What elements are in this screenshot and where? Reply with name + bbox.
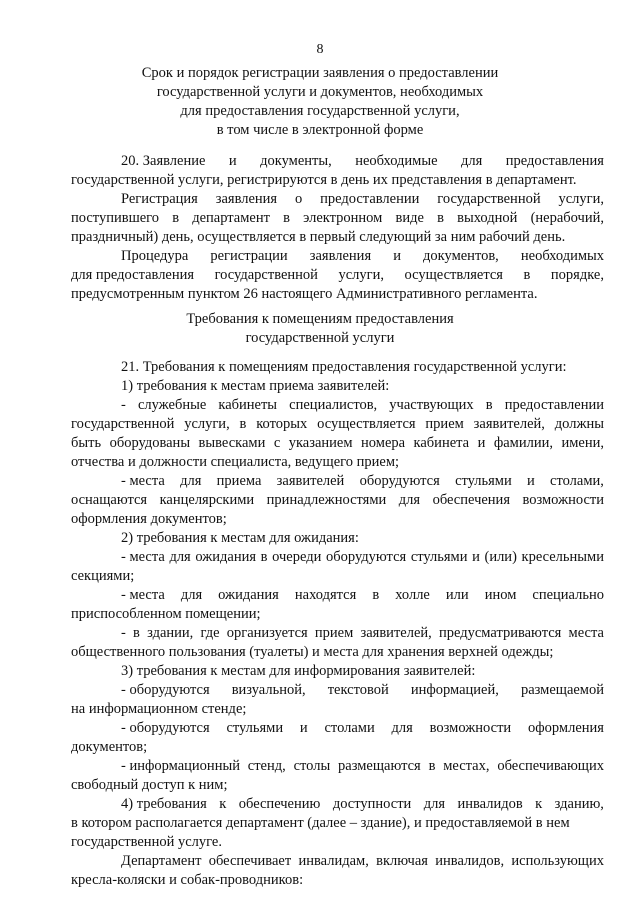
word: имени, <box>561 435 604 451</box>
word: обеспечению <box>238 796 321 812</box>
word: с <box>273 435 281 451</box>
text-line <box>121 396 604 415</box>
word: - места <box>121 587 165 603</box>
word: и <box>299 720 308 736</box>
word: размещаемой <box>520 682 604 698</box>
word: оборудуются <box>326 549 407 565</box>
text-line <box>121 247 604 266</box>
text-line: 3) требования к местам для информирования заявителей: <box>121 663 476 679</box>
word: (нерабочий, <box>530 210 604 226</box>
text-line: на информационном стенде; <box>71 701 247 717</box>
text-line: секциями; <box>71 568 135 584</box>
word: государственной <box>214 267 318 283</box>
word: заявителей <box>276 473 345 489</box>
word: Регистрация <box>121 191 198 207</box>
word: электронном <box>303 210 383 226</box>
word: и <box>472 549 480 565</box>
word: в <box>172 210 180 226</box>
text-line <box>121 719 604 738</box>
word: документы, <box>260 153 332 169</box>
word: холле <box>395 587 430 603</box>
word: в <box>437 210 444 226</box>
text-line: кресла-коляски и собак-проводников: <box>71 872 304 888</box>
word: вывесками <box>198 435 266 451</box>
word: организуется <box>226 625 308 641</box>
word: Процедура <box>121 248 189 264</box>
word: специально <box>532 587 604 603</box>
text-line <box>71 491 604 510</box>
heading-line: государственной услуги и документов, необходимых <box>156 84 484 100</box>
text-line <box>121 624 604 643</box>
word: в <box>485 397 493 413</box>
word: в <box>239 416 247 432</box>
word: визуальной, <box>231 682 306 698</box>
word: предоставления <box>505 153 604 169</box>
word: для <box>398 492 421 508</box>
word: для предоставления <box>71 267 195 283</box>
word: обеспечения <box>432 492 510 508</box>
text-line <box>71 266 604 285</box>
word: для <box>461 153 483 169</box>
text-line: 21. Требования к помещениям предоставления государственной услуги: <box>121 359 567 375</box>
word: и <box>527 473 535 489</box>
text-line: предусмотренным пунктом 26 настоящего Административного регламента. <box>71 286 538 302</box>
word: регистрации <box>210 248 288 264</box>
word: - оборудуются <box>121 720 210 736</box>
word: заявления <box>309 248 372 264</box>
text-line: общественного пользования (туалеты) и места для хранения верхней одежды; <box>71 644 554 660</box>
word: стульями <box>410 549 468 565</box>
word: о <box>294 191 303 207</box>
text-line: отчества и должности специалиста, ведущего прием; <box>71 454 400 470</box>
word: оборудуются <box>359 473 440 489</box>
word: прием <box>425 416 464 432</box>
text-line: государственной услуге. <box>71 834 222 850</box>
word: обеспечивает <box>208 853 292 869</box>
word: находятся <box>294 587 357 603</box>
word: к <box>535 796 543 812</box>
word: канцелярскими <box>159 492 255 508</box>
word: которых <box>256 416 308 432</box>
text-line <box>121 795 604 814</box>
word: ожидания <box>195 549 257 565</box>
heading-line: для предоставления государственной услуги, <box>180 103 460 119</box>
word: для <box>180 587 203 603</box>
word: услуги, <box>184 416 230 432</box>
word: оборудованы <box>109 435 191 451</box>
word: и <box>477 435 486 451</box>
word: зданию, <box>554 796 604 812</box>
text-line <box>121 190 604 209</box>
word: услуги, <box>338 267 384 283</box>
word: предоставлении <box>320 191 420 207</box>
word: предоставлении <box>504 397 604 413</box>
word: государственной <box>71 416 175 432</box>
text-line: приспособленном помещении; <box>71 606 261 622</box>
section-heading-registration <box>0 64 640 140</box>
word: осуществляется <box>404 267 503 283</box>
text-line <box>71 209 604 228</box>
word: столами, <box>550 473 604 489</box>
word: поступившего <box>71 210 160 226</box>
word: государственной <box>437 191 541 207</box>
word: - места <box>121 473 165 489</box>
word: - <box>121 397 126 413</box>
text-line <box>71 434 604 453</box>
word: департамент <box>192 210 270 226</box>
word: 20. Заявление <box>121 153 206 169</box>
word: в <box>283 210 290 226</box>
word: и <box>228 153 237 169</box>
word: обеспечивающих <box>497 758 604 774</box>
text-line <box>121 852 604 871</box>
word: заявителей, <box>473 416 545 432</box>
word: - информационный <box>121 758 240 774</box>
text-line <box>121 681 604 700</box>
text-line: государственной услуги, регистрируются в день их представления в департамент. <box>71 172 577 188</box>
word: для <box>169 549 191 565</box>
text-line <box>121 472 604 491</box>
word: инвалидам, <box>298 853 369 869</box>
word: возможности <box>522 492 604 508</box>
word: осуществляется <box>317 416 416 432</box>
word: или <box>445 587 469 603</box>
word: необходимые <box>355 153 438 169</box>
word: номера <box>361 435 406 451</box>
word: служебные <box>137 397 207 413</box>
word: участвующих <box>389 397 474 413</box>
word: местах, <box>443 758 490 774</box>
word: предусматриваются <box>438 625 562 641</box>
text-line <box>121 586 604 605</box>
word: указанием <box>288 435 353 451</box>
word: - <box>121 625 126 641</box>
word: размещаются <box>338 758 421 774</box>
text-line <box>71 415 604 434</box>
word: Департамент <box>121 853 202 869</box>
word: - места <box>121 549 165 565</box>
word: должны <box>554 416 604 432</box>
word: оформления <box>527 720 604 736</box>
text-line: 1) требования к местам приема заявителей: <box>121 378 390 394</box>
heading-line: Срок и порядок регистрации заявления о предоставлении <box>141 65 499 81</box>
word: к <box>219 796 227 812</box>
word: возможности <box>429 720 512 736</box>
word: в <box>260 549 268 565</box>
word: очереди <box>272 549 322 565</box>
word: где <box>200 625 220 641</box>
text-line: 2) требования к местам для ожидания: <box>121 530 359 546</box>
heading-line: государственной услуги <box>245 330 395 346</box>
text-line <box>121 548 604 567</box>
word: ином <box>484 587 517 603</box>
word: стульями <box>226 720 284 736</box>
word: использующих <box>511 853 604 869</box>
word: заявления <box>215 191 278 207</box>
word: услуги, <box>558 191 604 207</box>
word: информацией, <box>410 682 499 698</box>
word: инвалидов, <box>435 853 505 869</box>
word: доступности <box>332 796 412 812</box>
word: специалистов, <box>289 397 378 413</box>
word: для <box>391 720 413 736</box>
word: (или) <box>484 549 517 565</box>
page-number: 8 <box>316 42 324 57</box>
word: порядке, <box>550 267 604 283</box>
word: столами <box>324 720 375 736</box>
word: в <box>428 758 436 774</box>
word: для <box>423 796 446 812</box>
word: необходимых <box>520 248 604 264</box>
word: принадлежностями <box>266 492 387 508</box>
word: текстовой <box>327 682 389 698</box>
word: 4) требования <box>121 796 207 812</box>
word: в <box>133 625 140 641</box>
text-line: документов; <box>71 739 148 755</box>
word: кабинета <box>413 435 470 451</box>
word: приема <box>216 473 262 489</box>
word: здании, <box>147 625 194 641</box>
word: документов, <box>423 248 499 264</box>
word: прием <box>314 625 354 641</box>
text-line: свободный доступ к ним; <box>71 777 228 793</box>
word: ожидания <box>218 587 279 603</box>
text-line <box>121 152 604 171</box>
word: в <box>523 267 531 283</box>
word: стенд, <box>247 758 286 774</box>
word: для <box>180 473 202 489</box>
text-line: праздничный) день, осуществляется в первый следующий за ним рабочий день. <box>71 229 566 245</box>
word: заявителей, <box>360 625 432 641</box>
word: в <box>372 587 380 603</box>
word: фамилии, <box>493 435 553 451</box>
word: - оборудуются <box>121 682 210 698</box>
word: места <box>568 625 604 641</box>
word: оснащаются <box>71 492 148 508</box>
text-line: в котором располагается департамент (далее – здание), и предоставляемой в нем <box>71 815 570 831</box>
word: виде <box>395 210 424 226</box>
heading-line: в том числе в электронной форме <box>216 122 424 138</box>
word: столы <box>293 758 331 774</box>
word: кабинеты <box>218 397 278 413</box>
word: включая <box>376 853 428 869</box>
word: кресельными <box>521 549 604 565</box>
word: и <box>393 248 401 264</box>
word: выходной <box>457 210 518 226</box>
word: инвалидов <box>457 796 523 812</box>
section-heading-premises <box>0 310 640 348</box>
word: быть <box>71 435 102 451</box>
text-line: оформления документов; <box>71 511 227 527</box>
heading-line: Требования к помещениям предоставления <box>186 311 454 327</box>
word: стульями <box>455 473 512 489</box>
text-line <box>121 757 604 776</box>
